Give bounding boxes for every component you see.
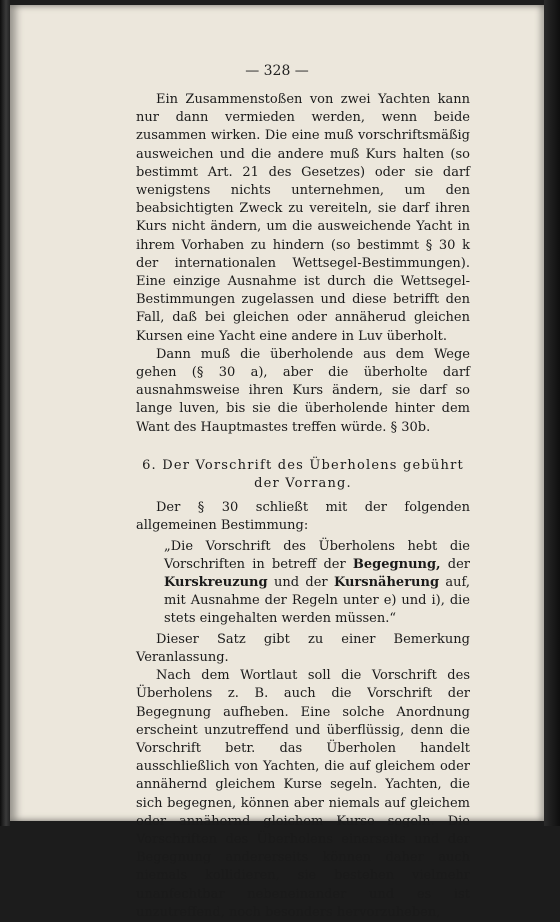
quote-text-4: auf, mit Ausnahme der Regeln unter e) und i), die stets eingehalten werden müssen.“ [164,575,471,627]
page-text [136,91,470,922]
quote-bold-kursnaeherung: Kursnäherung [333,575,440,591]
quote-text-2: der [447,556,471,572]
book-page [10,5,544,920]
book-edge [544,0,560,826]
section-heading: 6. Der Vorschrift des Überholens gebührt der Vorrang. [142,457,464,492]
paragraph-final: Nach dem Wortlaut soll die Vorschrift des Überholens z. B. auch die Vorschrift der Begegnung aufheben. Eine solche Anordnung erscheint unzutreffend und überflüssig, denn die Vorschrift betr. das Überholen handelt ausschließlich von Yachten, die auf gleichem oder annähernd gleichem Kurse segeln. Yachten, die sich begegnen, können aber niemals auf gleichem oder annähernd gleichem Kurse segeln. Die Vorschriften des Überholens einerseits und der Begegnung andererseits können daher auch niemals kollidieren, sie bestehen vielmehr unanfechtbar nebeneinander und es ist unzutreffend, noch besonders hervorzuheben, [136,668,470,920]
paragraph-1: Ein Zusammenstoßen von zwei Yachten kann nur dann vermieden werden, wenn beide zusammen wirken. Die eine muß vorschriftsmäßig ausweichen und die andere muß Kurs halten (so bestimmt Art. 21 des Gesetzes) oder sie darf wenigstens nichts unternehmen, um den beabsichtigten Zweck zu vereiteln, sie darf ihren Kurs nicht ändern, um die ausweichende Yacht in ihrem Vorhaben zu hindern (so bestimmt § 30 k der internationalen Wettsegel-Bestimmungen). Eine einzige Ausnahme ist durch die Wettsegel-Bestimmungen zugelassen und diese betrifft den Fall, daß bei gleichen oder annäherud gleichen Kursen eine Yacht eine andere in Luv überholt. [136,92,470,344]
book-spine [0,0,10,826]
paragraph-2: Dann muß die überholende aus dem Wege gehen (§ 30 a), aber die überholte darf ausnahmsweise ihren Kurs ändern, sie darf so lange luven, bis sie die überholende hinter dem Want des Hauptmastes treffen würde. § 30b. [136,346,470,435]
quote-text-1: „Die Vorschrift des Überholens hebt die Vorschriften in betreff der [164,538,470,572]
quote-bold-kurskreuzung: Kurskreuzung [164,575,268,591]
intro-paragraph: Der § 30 schließt mit der folgenden allgemeinen Bestimmung: [136,500,470,534]
quoted-rule [136,538,470,629]
page-number: — 328 — [245,63,309,79]
quote-bold-begegnung: Begegnung, [352,556,441,572]
paragraph-remark: Dieser Satz gibt zu einer Bemerkung Veranlassung. [136,631,470,665]
quote-text-3: und der [273,575,328,591]
